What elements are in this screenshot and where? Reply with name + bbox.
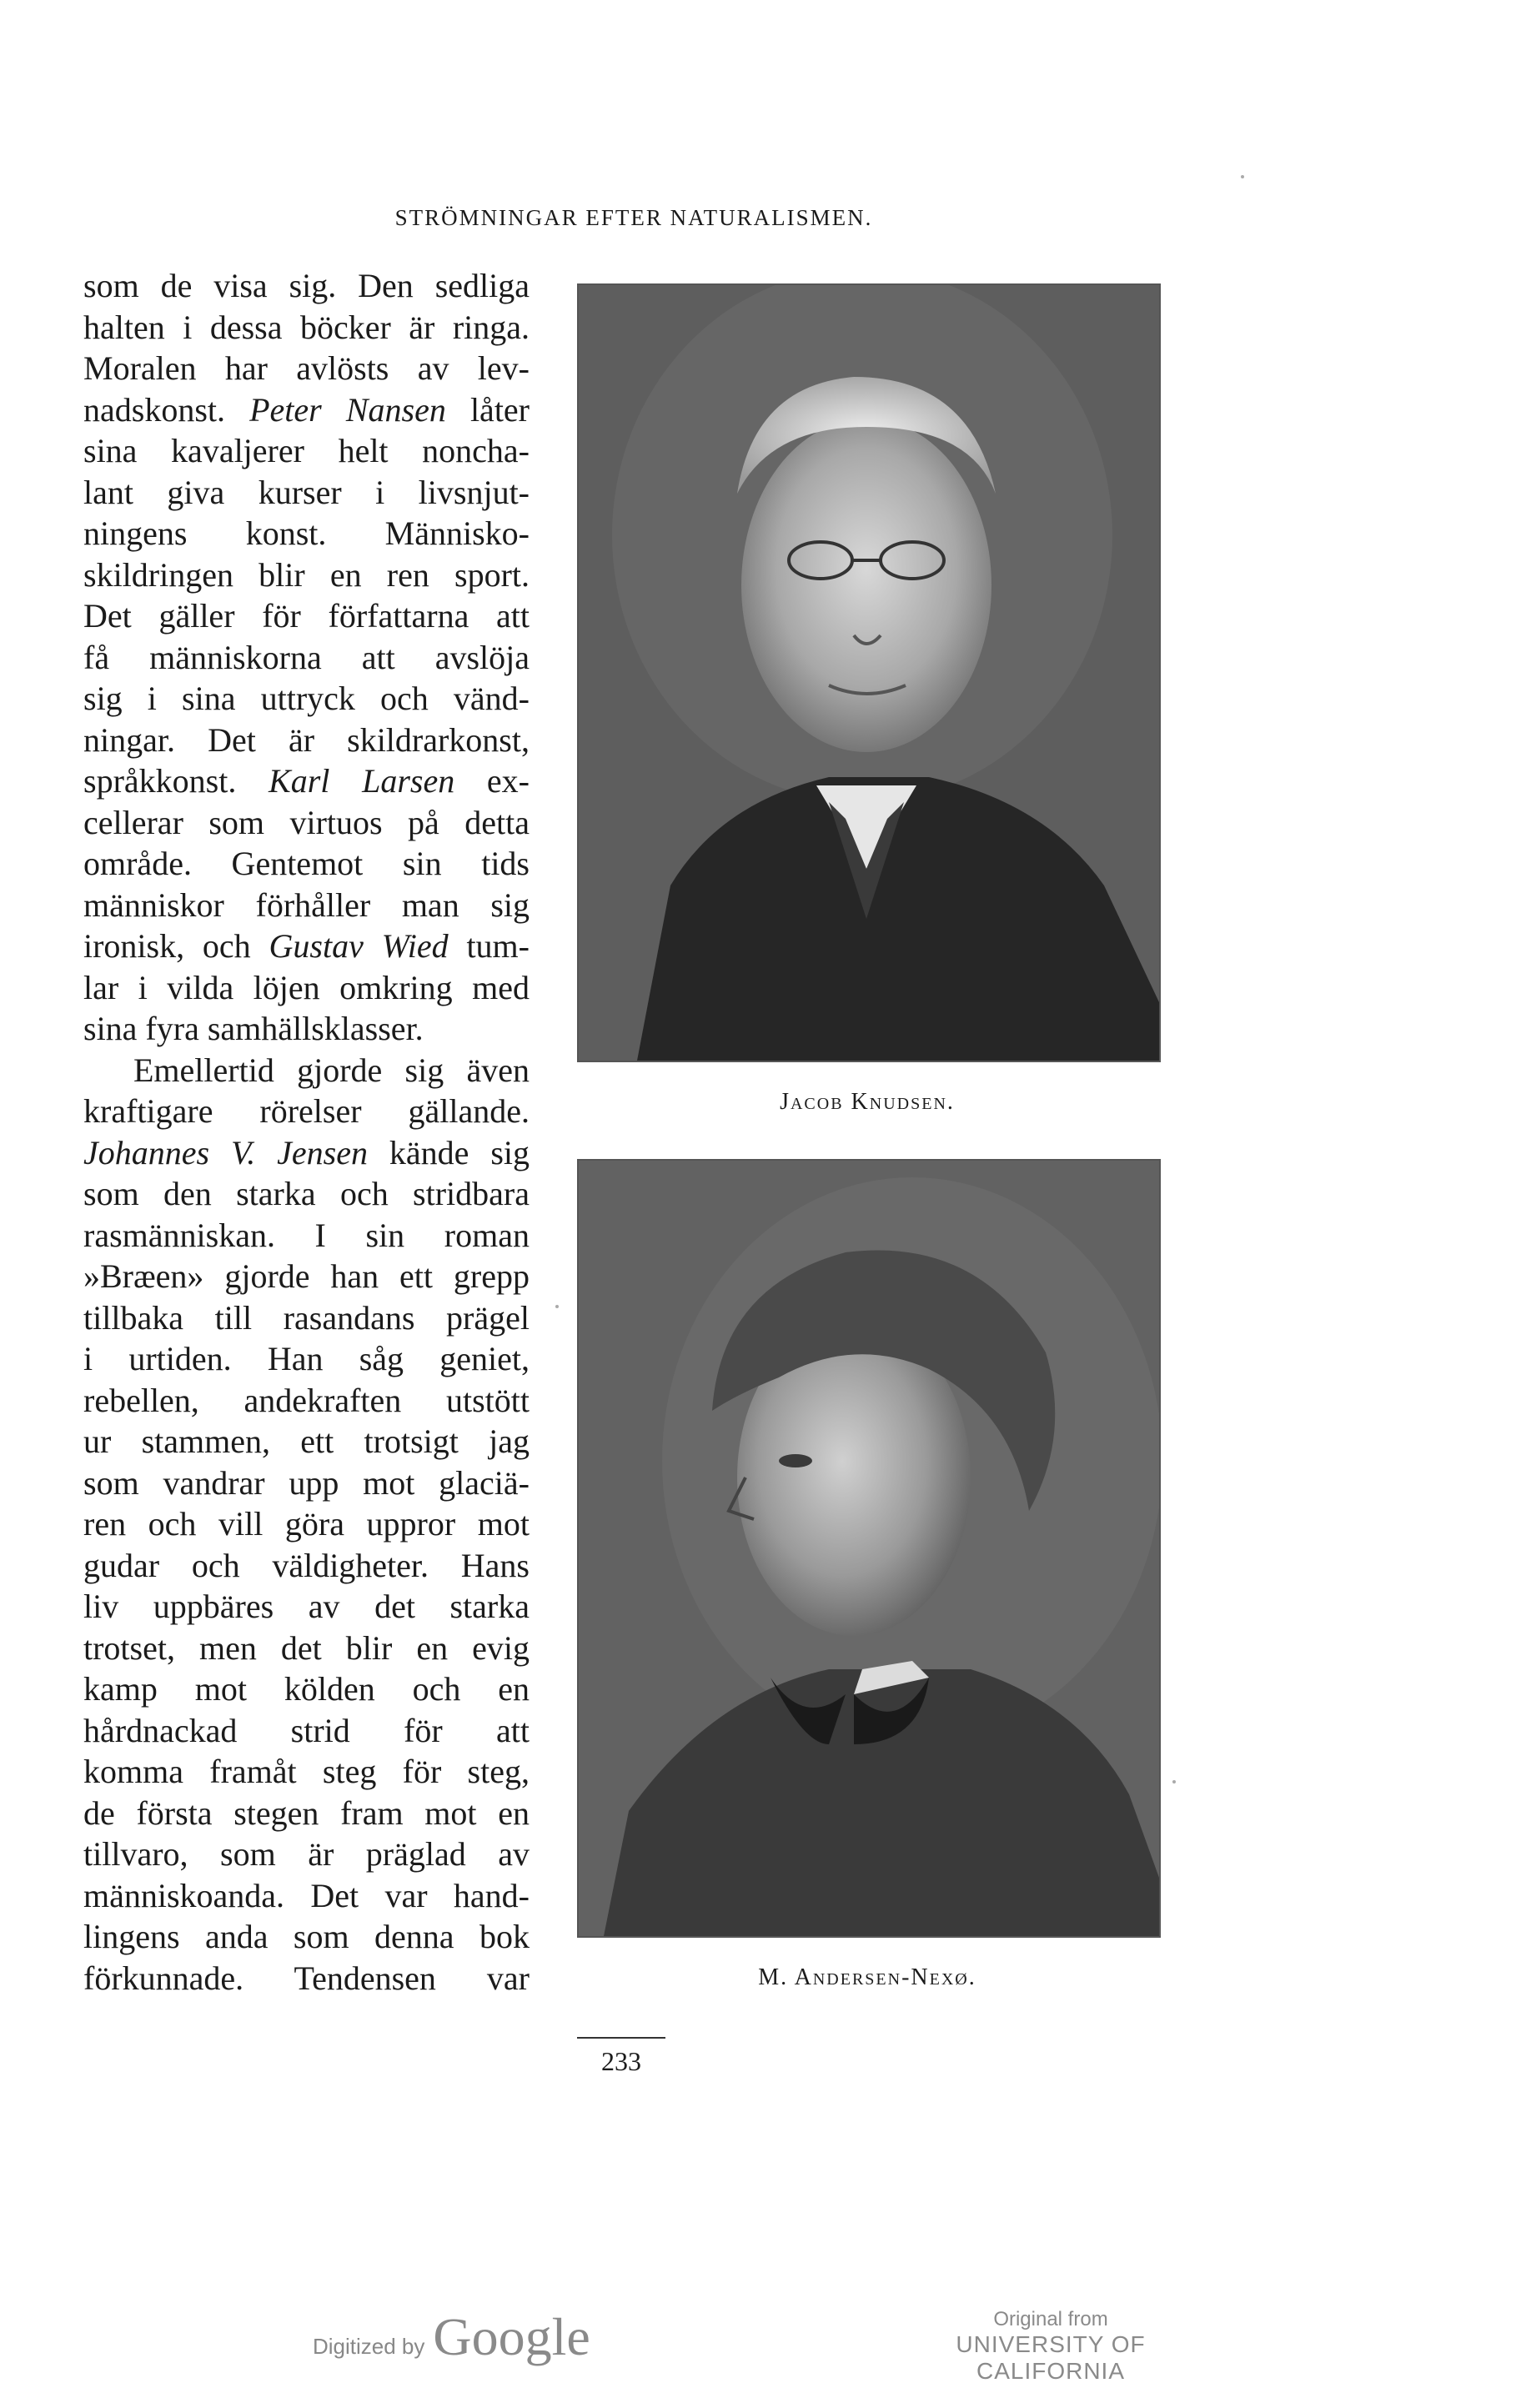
body-line bbox=[83, 554, 530, 596]
original-from-label: Original from bbox=[993, 2308, 1108, 2330]
google-logo: Google bbox=[433, 2307, 590, 2366]
text-segment: tillvaro, som är präglad av bbox=[83, 1835, 530, 1873]
body-line bbox=[83, 1875, 530, 1917]
body-line bbox=[83, 1462, 530, 1504]
body-line bbox=[83, 389, 530, 431]
text-segment: hårdnackad strid för att bbox=[83, 1711, 530, 1749]
body-line bbox=[83, 1132, 530, 1174]
body-line bbox=[83, 1297, 530, 1339]
text-segment: lingens anda som denna bok bbox=[83, 1918, 530, 1955]
running-header: STRÖMNINGAR EFTER NATURALISMEN. bbox=[394, 205, 873, 230]
body-line bbox=[83, 1958, 530, 1999]
text-segment: »Bræen» gjorde han ett grepp bbox=[83, 1257, 530, 1295]
body-line bbox=[83, 967, 530, 1009]
portrait-jacob-knudsen bbox=[577, 283, 1161, 1062]
text-segment: ningar. Det är skildrarkonst, bbox=[83, 720, 530, 759]
text-segment: komma framåt steg för steg, bbox=[83, 1753, 530, 1790]
text-segment: trotset, men det blir en evig bbox=[83, 1628, 530, 1667]
text-segment: kamp mot kölden och en bbox=[83, 1670, 530, 1708]
text-segment: de första stegen fram mot en bbox=[83, 1793, 530, 1832]
text-segment: Det gäller för författarna att bbox=[83, 597, 530, 635]
body-line bbox=[83, 802, 530, 844]
body-line bbox=[83, 348, 530, 389]
text-segment: få människorna att avslöja bbox=[83, 638, 530, 676]
original-from bbox=[901, 2308, 1201, 2385]
digitized-by-google bbox=[313, 2301, 590, 2368]
portrait-1-drawing bbox=[579, 285, 1159, 1061]
text-segment: lar i vilda löjen omkring med bbox=[83, 968, 530, 1006]
portrait-m-andersen-nexo bbox=[577, 1159, 1161, 1938]
page-number-rule bbox=[577, 2037, 665, 2039]
body-line bbox=[83, 760, 530, 802]
body-line bbox=[83, 1091, 530, 1132]
text-segment: kraftigare rörelser gällande. bbox=[83, 1092, 530, 1130]
text-segment: Emellertid gjorde sig även bbox=[133, 1051, 530, 1089]
body-line bbox=[83, 1916, 530, 1958]
text-segment: lant giva kurser i livsnjut- bbox=[83, 473, 530, 511]
italic-name: Johannes V. Jensen bbox=[83, 1133, 368, 1171]
body-line bbox=[83, 1256, 530, 1297]
text-segment: sina fyra samhällsklasser. bbox=[83, 1010, 424, 1047]
body-line bbox=[83, 1421, 530, 1462]
scan-speck bbox=[1172, 1780, 1176, 1783]
text-segment: språkkonst. bbox=[83, 762, 269, 800]
text-segment: ur stammen, ett trotsigt jag bbox=[83, 1422, 530, 1460]
body-line bbox=[83, 265, 530, 307]
text-segment: som vandrar upp mot glaciä- bbox=[83, 1463, 530, 1502]
portrait-2-drawing bbox=[579, 1161, 1159, 1936]
italic-name: Gustav Wied bbox=[269, 927, 449, 965]
body-line bbox=[83, 678, 530, 720]
body-line bbox=[83, 1751, 530, 1793]
digitized-label: Digitized by bbox=[313, 2334, 425, 2359]
text-segment: rebellen, andekraften utstött bbox=[83, 1381, 530, 1419]
text-segment: ironisk, och bbox=[83, 927, 269, 965]
body-line bbox=[83, 1628, 530, 1669]
text-segment: i urtiden. Han såg geniet, bbox=[83, 1340, 530, 1377]
italic-name: Karl Larsen bbox=[269, 762, 455, 800]
body-line bbox=[83, 637, 530, 679]
text-segment: område. Gentemot sin tids bbox=[83, 845, 530, 882]
text-segment: låter bbox=[445, 390, 530, 429]
text-segment: Moralen har avlösts av lev- bbox=[83, 349, 530, 387]
caption-photo-2: M. Andersen-Nexø. bbox=[758, 1964, 976, 1990]
caption-photo-1: Jacob Knudsen. bbox=[780, 1089, 955, 1115]
text-segment: som de visa sig. Den sedliga bbox=[83, 267, 530, 304]
text-segment: människoanda. Det var hand- bbox=[83, 1876, 530, 1914]
text-segment: sig i sina uttryck och vänd- bbox=[83, 680, 530, 717]
body-line bbox=[83, 1173, 530, 1215]
text-segment: ex- bbox=[454, 762, 530, 800]
body-line bbox=[83, 1050, 530, 1091]
body-line bbox=[83, 1834, 530, 1875]
text-segment: människor förhåller man sig bbox=[83, 885, 530, 924]
body-line bbox=[83, 472, 530, 514]
text-segment: ningens konst. Människo- bbox=[83, 514, 530, 552]
body-line bbox=[83, 430, 530, 472]
text-segment: förkunnade. Tendensen var bbox=[83, 1959, 530, 1997]
text-segment: nadskonst. bbox=[83, 390, 250, 429]
body-line bbox=[83, 1008, 530, 1050]
body-line bbox=[83, 1668, 530, 1710]
text-segment: rasmänniskan. I sin roman bbox=[83, 1216, 530, 1254]
text-segment: liv uppbäres av det starka bbox=[83, 1588, 530, 1625]
text-segment: kände sig bbox=[368, 1133, 530, 1171]
body-line bbox=[83, 307, 530, 349]
body-line bbox=[83, 1545, 530, 1587]
text-segment: tum- bbox=[448, 927, 530, 965]
body-line bbox=[83, 926, 530, 967]
body-line bbox=[83, 1380, 530, 1422]
institution-name: UNIVERSITY OF CALIFORNIA bbox=[956, 2331, 1146, 2384]
scan-speck bbox=[555, 1305, 559, 1308]
page-number: 233 bbox=[601, 2046, 641, 2076]
scan-speck bbox=[1241, 175, 1244, 178]
text-segment: tillbaka till rasandans prägel bbox=[83, 1298, 530, 1337]
text-segment: cellerar som virtuos på detta bbox=[83, 803, 530, 841]
body-text bbox=[83, 265, 530, 1999]
body-line bbox=[83, 720, 530, 761]
body-line bbox=[83, 1710, 530, 1752]
body-line bbox=[83, 843, 530, 885]
body-line bbox=[83, 1503, 530, 1545]
text-segment: sina kavaljerer helt noncha- bbox=[83, 432, 530, 469]
body-line bbox=[83, 1586, 530, 1628]
body-line bbox=[83, 885, 530, 926]
body-line bbox=[83, 1215, 530, 1257]
body-line bbox=[83, 1338, 530, 1380]
body-line bbox=[83, 595, 530, 637]
text-segment: som den starka och stridbara bbox=[83, 1175, 530, 1212]
body-line bbox=[83, 1793, 530, 1834]
text-segment: skildringen blir en ren sport. bbox=[83, 555, 530, 594]
text-segment: gudar och väldigheter. Hans bbox=[83, 1546, 530, 1584]
text-segment: halten i dessa böcker är ringa. bbox=[83, 308, 530, 346]
body-line bbox=[83, 513, 530, 554]
text-segment: ren och vill göra uppror mot bbox=[83, 1505, 530, 1543]
italic-name: Peter Nansen bbox=[249, 390, 446, 429]
